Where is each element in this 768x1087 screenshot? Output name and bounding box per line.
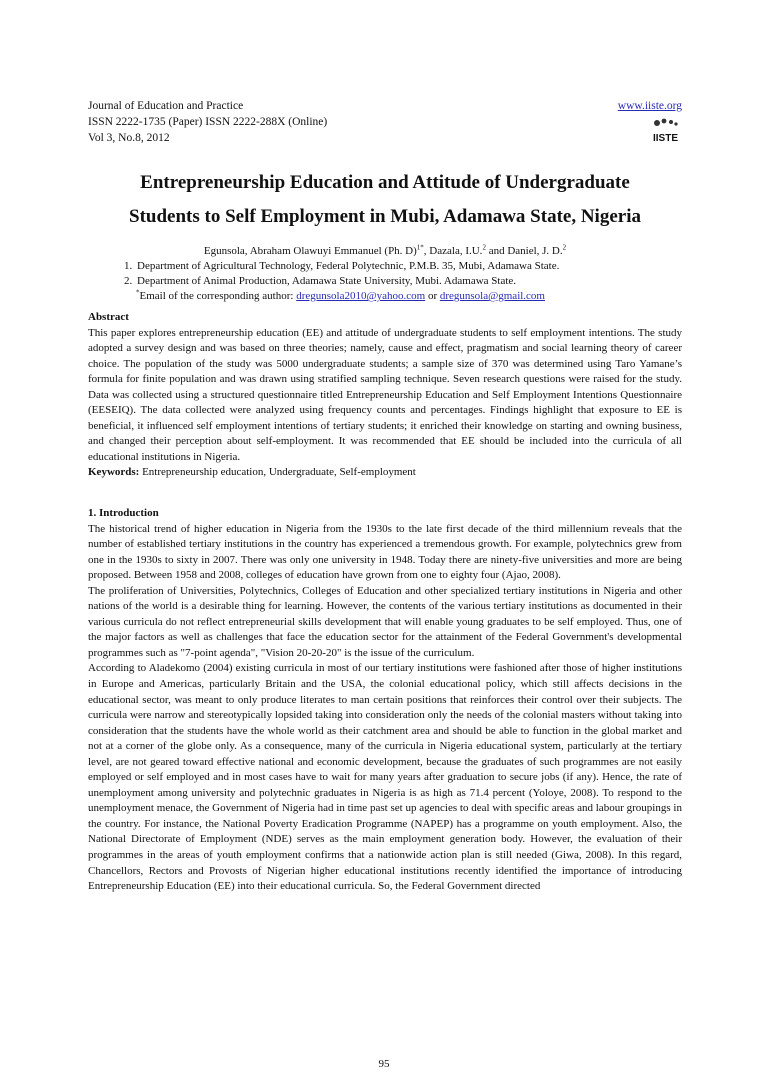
author-block [88,244,682,304]
author-1-mark: 1* [416,243,424,252]
issn-line: ISSN 2222-1735 (Paper) ISSN 2222-288X (Online) [88,116,328,128]
paper-title-line-2: Students to Self Employment in Mubi, Adamawa State, Nigeria [129,206,641,227]
abstract-section [88,310,682,481]
volume-line: Vol 3, No.8, 2012 [88,132,170,144]
corresponding-email-line [88,289,682,304]
introduction-heading: 1. Introduction [88,507,159,519]
paper-title-line-1: Entrepreneurship Education and Attitude of Undergraduate [140,172,630,193]
author-2: , Dazala, I.U. [423,245,483,257]
email-link-1[interactable]: dregunsola2010@yahoo.com [296,290,426,302]
iiste-logo-icon [651,117,680,143]
author-1: Egunsola, Abraham Olawuyi Emmanuel (Ph. D) [203,245,417,257]
introduction-section [88,506,682,895]
abstract-text: This paper explores entrepreneurship education (EE) and attitude of undergraduate students to self employment intentions. The study adopted a survey design and was based on three theories; namely, cause and effect, pragmatism and social learning theory of career choice. The population of the study was 5000 undergraduate students; a sample size of 370 was determined using Taro Yamane’s formula for finite population and was drawn using stratified sampling technique. Seven research questions were raised for the study. Data was collected using a structured questionnaire titled Entrepreneurship Education and Self Employment Intentions Questionnaire (EESEIQ). The data collected were analyzed using frequency counts and percentages. Findings highlight that exposure to EE is beneficial, it influenced self employment intentions of tertiary students; it enriched their knowledge on starting and owning business, and changed their perception about self-employment. It was recommended that EE should be included into the curricula of all educational institutions in Nigeria. [88,326,682,463]
author-3-mark: 2 [562,243,567,252]
author-3: and Daniel, J. D. [485,245,563,257]
keywords-text: Entrepreneurship education, Undergraduate, Self-employment [139,466,416,479]
keywords-line [88,465,682,481]
email-link-2[interactable]: dregunsola@gmail.com [439,290,545,302]
body-paragraph: The historical trend of higher education in Nigeria from the 1930s to the late first decade of the third millennium reveals that the number of established tertiary institutions in the country has experienced a tremendous growth. For example, polytechnics grew from one in the 1930s to sixty in 2007. There was only one university in 1948. Today there are ninety-five universities and more are being proposed. Between 1958 and 2008, colleges of education have grown from one to eighty four (Ajao, 2008). [88,522,682,582]
affiliation-list [88,259,682,289]
body-paragraph: The proliferation of Universities, Polytechnics, Colleges of Education and other specialized tertiary institutions in Nigeria and other nations of the world is a desirable thing for learning. However, the contents of the various tertiary institutions as documented in their various curricula do not reflect entrepreneurial skills development that will enable young graduates to be self employed. Thus, one of the major factors as well as challenges that face the education sector for the attainment of the Federal Government's developmental programmes such as "7-point agenda", "Vision 20-20-20" is the issue of the curriculum. [88,584,682,659]
journal-url-link[interactable]: www.iiste.org [617,100,682,112]
affiliation-item: 2. Department of Animal Production, Adamawa State University, Mubi. Adamawa State. [135,274,682,289]
journal-name: Journal of Education and Practice [88,100,244,112]
author-2-mark: 2 [482,243,486,252]
keywords-label: Keywords: [88,466,140,479]
author-names [88,244,682,259]
affiliation-item: 1. Department of Agricultural Technology, Federal Polytechnic, P.M.B. 35, Mubi, Adamawa State. [135,259,682,274]
email-or: or [425,290,440,302]
abstract-heading: Abstract [88,311,129,323]
journal-header [88,98,682,146]
email-prefix: Email of the corresponding author: [139,290,297,302]
page-number: 95 [378,1058,390,1070]
body-paragraph: According to Aladekomo (2004) existing curricula in most of our tertiary institutions were fashioned after those of higher institutions in Europe and Americas, particularly Britain and the USA, the colonial educational policy, which still affects decisions in the educational sector, was meant to only produce literates to man certain positions that reinforces their control over their subjects. The curricula were narrow and stereotypically lopsided taking into consideration only the needs of the colonial masters without taking into consideration that the students have the whole world as their catchment area and should be able to function in the global market and not at a corner of the globe only. As a consequence, many of the curricula in Nigeria educational system, particularly at the tertiary level, are not geared toward effective national and economic development, because the graduates of such programmes are not easily employed or self employed and in most cases have to wait for many years after graduation to secure jobs (if any). Hence, the rate of unemployment among university and polytechnic graduates in Nigeria is as high as 71.4 percent (Yoloye, 2008). To respond to the unemployment menace, the Government of Nigeria had in time past set up agencies to deal with specific areas and labour groupings in the country. For instance, the National Poverty Eradication Programme (NAPEP) has a programme on youth employment. Also, the National Directorate of Employment (NDE) serves as the main employment generation body. However, the evaluation of their programmes in the areas of youth employment confirms that a nationwide action plan is still needed (Giwa, 2008). In this regard, Chancellors, Rectors and Provosts of Nigerian higher educational institutions recently identified the importance of introducing Entrepreneurship Education (EE) into their educational curricula. So, the Federal Government directed [88,662,682,893]
svg-text:IISTE: IISTE [652,133,679,143]
email-mark: * [136,288,140,297]
